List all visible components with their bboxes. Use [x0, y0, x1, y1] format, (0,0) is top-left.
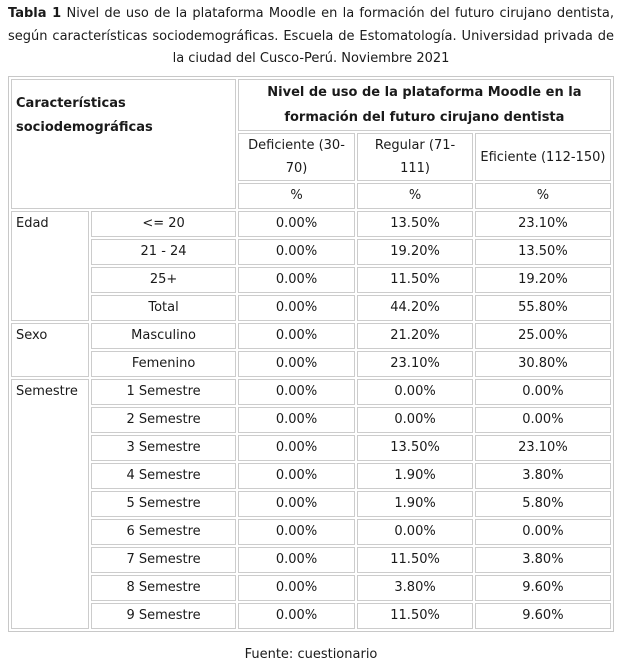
value-cell: 0.00% — [238, 295, 356, 321]
value-cell: 9.60% — [475, 575, 611, 601]
value-cell: 0.00% — [238, 519, 356, 545]
value-cell: 44.20% — [357, 295, 473, 321]
value-cell: 5.80% — [475, 491, 611, 517]
row-label: 5 Semestre — [91, 491, 235, 517]
table-row — [11, 379, 611, 405]
row-label: 9 Semestre — [91, 603, 235, 629]
table-caption — [8, 3, 614, 71]
row-label: 21 - 24 — [91, 239, 235, 265]
row-label: 4 Semestre — [91, 463, 235, 489]
data-table — [8, 76, 614, 632]
value-cell: 19.20% — [357, 239, 473, 265]
value-cell: 1.90% — [357, 463, 473, 489]
row-label: Femenino — [91, 351, 235, 377]
table-row — [11, 323, 611, 349]
group-label: Edad — [11, 211, 89, 321]
value-cell: 3.80% — [475, 463, 611, 489]
header-level: Nivel de uso de la plataforma Moodle en la formación del futuro cirujano dentista — [238, 79, 611, 131]
header-col-eficiente: Eficiente (112-150) — [475, 133, 611, 181]
header-unit: % — [475, 183, 611, 209]
table-row — [11, 435, 611, 461]
value-cell: 55.80% — [475, 295, 611, 321]
value-cell: 0.00% — [238, 267, 356, 293]
value-cell: 21.20% — [357, 323, 473, 349]
value-cell: 0.00% — [475, 519, 611, 545]
row-label: 6 Semestre — [91, 519, 235, 545]
value-cell: 11.50% — [357, 267, 473, 293]
value-cell: 30.80% — [475, 351, 611, 377]
value-cell: 13.50% — [357, 211, 473, 237]
row-label: 7 Semestre — [91, 547, 235, 573]
table-row — [11, 267, 611, 293]
header-col-regular: Regular (71-111) — [357, 133, 473, 181]
row-label: Masculino — [91, 323, 235, 349]
table-row — [11, 575, 611, 601]
value-cell: 23.10% — [357, 351, 473, 377]
value-cell: 0.00% — [238, 435, 356, 461]
header-unit: % — [238, 183, 356, 209]
row-label: 8 Semestre — [91, 575, 235, 601]
caption-label: Tabla 1 — [8, 6, 62, 21]
value-cell: 3.80% — [357, 575, 473, 601]
value-cell: 25.00% — [475, 323, 611, 349]
value-cell: 0.00% — [238, 491, 356, 517]
row-label: 25+ — [91, 267, 235, 293]
value-cell: 3.80% — [475, 547, 611, 573]
table-row — [11, 603, 611, 629]
value-cell: 19.20% — [475, 267, 611, 293]
table-row — [11, 351, 611, 377]
value-cell: 0.00% — [238, 407, 356, 433]
value-cell: 0.00% — [475, 407, 611, 433]
row-label: Total — [91, 295, 235, 321]
table-row — [11, 239, 611, 265]
value-cell: 0.00% — [357, 407, 473, 433]
value-cell: 0.00% — [238, 239, 356, 265]
caption-text: Nivel de uso de la plataforma Moodle en la formación del futuro cirujano dentista, según características sociodemográficas. Escuela de Estomatología. Universidad privada de la ciudad del Cusco-Perú. Noviembre 2021 — [8, 6, 614, 66]
value-cell: 11.50% — [357, 603, 473, 629]
value-cell: 0.00% — [238, 547, 356, 573]
value-cell: 23.10% — [475, 435, 611, 461]
row-label: 1 Semestre — [91, 379, 235, 405]
value-cell: 0.00% — [238, 323, 356, 349]
value-cell: 0.00% — [238, 379, 356, 405]
value-cell: 9.60% — [475, 603, 611, 629]
value-cell: 1.90% — [357, 491, 473, 517]
row-label: 2 Semestre — [91, 407, 235, 433]
value-cell: 13.50% — [357, 435, 473, 461]
table-row — [11, 491, 611, 517]
table-row — [11, 519, 611, 545]
value-cell: 0.00% — [238, 575, 356, 601]
table-row — [11, 407, 611, 433]
value-cell: 0.00% — [475, 379, 611, 405]
table-row — [11, 463, 611, 489]
group-label: Semestre — [11, 379, 89, 629]
value-cell: 0.00% — [357, 519, 473, 545]
header-col-deficiente: Deficiente (30-70) — [238, 133, 356, 181]
value-cell: 0.00% — [357, 379, 473, 405]
value-cell: 0.00% — [238, 463, 356, 489]
table-footer: Fuente: cuestionario — [244, 647, 378, 662]
value-cell: 0.00% — [238, 603, 356, 629]
header-characteristics: Características sociodemográficas — [11, 79, 236, 209]
group-label: Sexo — [11, 323, 89, 377]
table-row — [11, 295, 611, 321]
value-cell: 11.50% — [357, 547, 473, 573]
value-cell: 0.00% — [238, 211, 356, 237]
table-row — [11, 211, 611, 237]
row-label: <= 20 — [91, 211, 235, 237]
value-cell: 13.50% — [475, 239, 611, 265]
row-label: 3 Semestre — [91, 435, 235, 461]
value-cell: 0.00% — [238, 351, 356, 377]
header-unit: % — [357, 183, 473, 209]
table-row — [11, 547, 611, 573]
value-cell: 23.10% — [475, 211, 611, 237]
